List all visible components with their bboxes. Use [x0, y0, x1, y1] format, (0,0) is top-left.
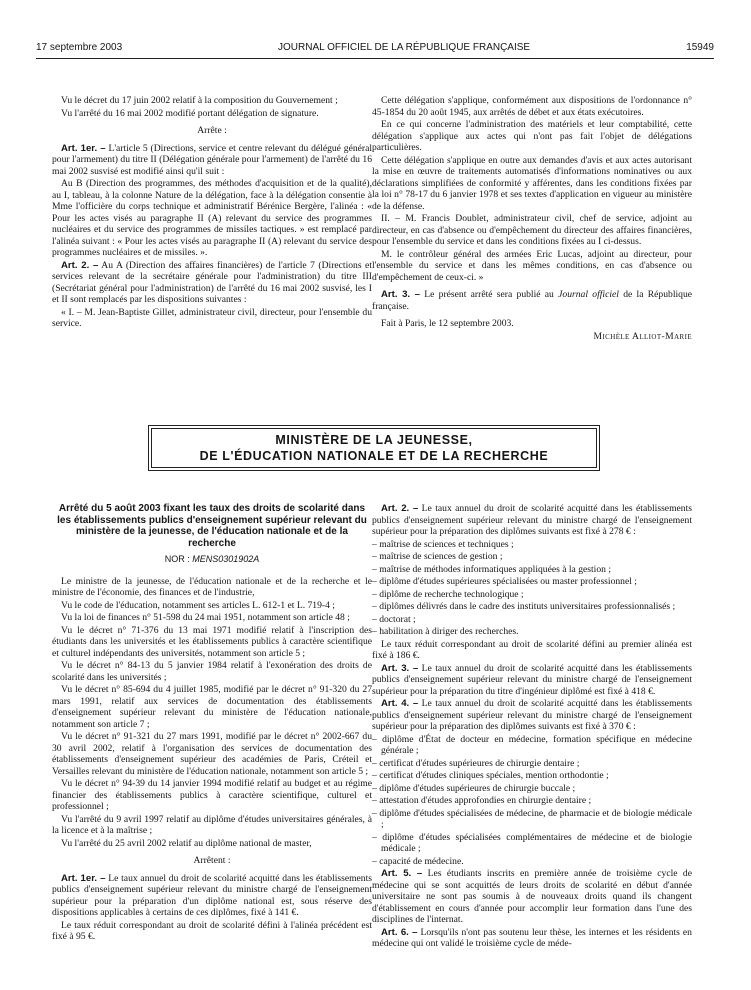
paragraph: M. le contrôleur général des armées Eric Lucas, adjoint au directeur, pour l'ensemble du service et dans les mêmes conditions, en cas d'absence ou d'empêchement de ceux-ci. »	[372, 248, 692, 283]
top-right-column	[372, 95, 692, 343]
paragraph: Vu le décret n° 85-694 du 4 juillet 1985, modifié par le décret n° 91-320 du 27 mars 1991, relatif aux services de documentation des établissements d'enseignement supérieur relevant du ministère de l'éducation nationale, notamment son article 7 ;	[52, 684, 372, 730]
article-2: Art. 2. – Le taux annuel du droit de scolarité acquitté dans les établissements publics d'enseignement supérieur relevant du ministre chargé de l'enseignement supérieur pour la préparation des diplômes suivants est fixé à 278 € :	[372, 503, 692, 537]
paragraph: Vu l'arrêté du 16 mai 2002 modifié portant délégation de signature.	[61, 107, 319, 119]
list-item: – diplômes délivrés dans le cadre des instituts universitaires professionnalisés ;	[372, 601, 676, 612]
bottom-right-column	[372, 503, 692, 951]
paragraph: Vu le décret n° 94-39 du 14 janvier 1994 modifié relatif au budget et au régime financier des établissements publics à caractère scientifique, culturel et professionnel ;	[52, 778, 372, 812]
paragraph: Vu le décret n° 71-376 du 13 mai 1971 modifié relatif à l'inscription des étudiants dans les universités et les établissements publics à caractère scientifique et culturel indépendants des universités, notamment son article 5 ;	[52, 624, 372, 659]
paragraph: Vu l'arrêté du 9 avril 1997 relatif au diplôme d'études universitaires générales, à la licence et à la maîtrise ;	[52, 813, 372, 836]
list-item: – diplôme d'études spécialisées de médecine, de pharmacie et de biologie médicale ;	[372, 807, 692, 830]
top-left-column	[52, 95, 372, 331]
paragraph: Vu l'arrêté du 25 avril 2002 relatif au diplôme national de master,	[61, 837, 312, 849]
article-label: Art. 4. –	[381, 698, 419, 709]
article-label: Art. 3. –	[381, 662, 419, 674]
list-item: – diplôme d'études supérieures de chirurgie buccale ;	[372, 782, 576, 794]
list-item: – capacité de médecine.	[372, 855, 464, 867]
ministry-title-line1: MINISTÈRE DE LA JEUNESSE,	[275, 433, 473, 447]
article-label: Art. 5. –	[381, 868, 423, 879]
list-item: – diplôme d'études spécialisées complémentaires de médecine et de biologie médicale ;	[372, 831, 692, 854]
paragraph: Vu le code de l'éducation, notamment ses articles L. 612-1 et L. 719-4 ;	[61, 599, 335, 611]
list-item: – maîtrise de méthodes informatiques appliquées à la gestion ;	[372, 563, 611, 575]
article-label: Art. 1er. –	[61, 142, 106, 154]
paragraph: Vu le décret n° 91-321 du 27 mars 1991, modifié par le décret n° 2002-667 du 30 avril 2002, relatif à l'organisation des services de documentation des établissements d'enseignement supérieur des académies de Paris, Créteil et Versailles relevant du ministère de l'éducation nationale, notamment son article 5 ;	[52, 731, 372, 777]
header-page-number: 15949	[686, 42, 714, 53]
article-3: Art. 3. – Le taux annuel du droit de scolarité acquitté dans les établissements publics d'enseignement supérieur relevant du ministre chargé de l'enseignement supérieur pour la préparation du titre d'ingénieur diplômé est fixé à 418 €.	[372, 662, 692, 697]
arrete-title: Arrêté du 5 août 2003 fixant les taux des droits de scolarité dans les établissements publics d'enseignement supérieur relevant du ministère de la jeunesse, de l'éducation nationale et de la recherche	[57, 503, 367, 549]
article-1: Art. 1er. – Le taux annuel du droit de scolarité acquitté dans les établissements publics d'enseignement supérieur relevant du ministre chargé de l'enseignement supérieur pour la préparation d'un diplôme national est, sous réserve des dispositions applicables à certains de ces diplômes, fixé à 141 €.	[52, 872, 372, 918]
paragraph: II. – M. Francis Doublet, administrateur civil, chef de service, adjoint au directeur, en cas d'absence ou d'empêchement du directeur des affaires financières, pour l'ensemble du service et dans les conditions fixées au I ci-dessus.	[372, 213, 692, 247]
article-label: Art. 2. –	[61, 259, 99, 271]
paragraph: Le taux réduit correspondant au droit de scolarité défini à l'alinéa précédent est fixé à 95 €.	[52, 919, 372, 942]
paragraph: Le ministre de la jeunesse, de l'éducation nationale et de la recherche et le ministre de l'économie, des finances et de l'industrie,	[52, 575, 372, 598]
article-5: Art. 5. – Les étudiants inscrits en première année de troisième cycle de médecine qui se sont acquittés de leurs droits de scolarité en début d'année universitaire ne sont pas soumis à de nouveaux droits quand ils changent d'établissement en cours d'année pour accomplir leur formation dans l'une des disciplines de l'internat.	[372, 868, 692, 925]
ministry-box	[148, 425, 600, 471]
article-4: Art. 4. – Le taux annuel du droit de scolarité acquitté dans les établissements publics d'enseignement supérieur relevant du ministre chargé de l'enseignement supérieur pour la préparation des diplômes suivants est fixé à 370 € :	[372, 698, 692, 732]
paragraph: Cette délégation s'applique, conformément aux dispositions de l'ordonnance n° 45-1854 du 20 août 1945, aux arrêtés de débet et aux états exécutoires.	[372, 95, 692, 118]
paragraph: Cette délégation s'applique en outre aux demandes d'avis et aux actes autorisant la mise en œuvre de traitements automatisés d'informations nominatives ou aux déclarations simplifiées de conformité y afférentes, dans les conditions fixées par la loi n° 78-17 du 6 janvier 1978 et ses textes d'application en vigueur au ministère de la défense.	[372, 154, 692, 212]
article-label: Art. 3. –	[381, 289, 420, 300]
arretent-heading: Arrêtent :	[193, 855, 231, 866]
paragraph: Au B (Direction des programmes, des méthodes d'acquisition et de la qualité), au I, tableau, à la colonne Nature de la délégation, face à la délégation consentie à Mme l'officière du corps technique et administratif Bérénice Bergère, l'alinéa : « Pour les actes visés au paragraphe II (A) relevant du service des programmes nucléaires et du service des programmes de missiles tactiques. » est remplacé par l'alinéa suivant : « Pour les actes visés au paragraphe II (A) relevant du service des programmes nucléaires et de missiles. ».	[52, 178, 372, 258]
list-item: – maîtrise de sciences de gestion ;	[372, 551, 503, 562]
paragraph: Le taux réduit correspondant au droit de scolarité défini au premier alinéa est fixé à 186 €.	[372, 638, 692, 661]
article-2: Art. 2. – Au A (Direction des affaires financières) de l'article 7 (Directions et services relevant de la secrétaire générale pour l'administration) du titre III (Secrétariat général pour l'administration) de l'arrêté du 16 mai 2002 susvisé, les I et II sont remplacés par les dispositions suivantes :	[52, 259, 372, 305]
list-item: – certificat d'études cliniques spéciales, mention orthodontie ;	[372, 770, 609, 781]
article-6: Art. 6. – Lorsqu'ils n'ont pas soutenu leur thèse, les internes et les résidents en médecine qui ont validé le troisième cycle de méde-	[372, 926, 692, 949]
paragraph: En ce qui concerne l'administration des matériels et leur comptabilité, cette délégation s'applique aux actes qui n'ont pas fait l'objet de délégations particulières.	[372, 119, 692, 153]
article-label: Art. 2. –	[381, 503, 419, 514]
paragraph: Vu la loi de finances n° 51-598 du 24 mai 1951, notamment son article 48 ;	[61, 612, 350, 623]
paragraph: Vu le décret du 17 juin 2002 relatif à la composition du Gouvernement ;	[61, 95, 338, 106]
list-item: – attestation d'études approfondies en chirurgie dentaire ;	[372, 795, 592, 806]
paragraph: « I. – M. Jean-Baptiste Gillet, administrateur civil, directeur, pour l'ensemble du service.	[52, 306, 372, 329]
list-item: – diplôme d'État de docteur en médecine, formation spécifique en médecine générale ;	[372, 733, 692, 756]
article-1: Art. 1er. – L'article 5 (Directions, service et centre relevant du délégué général pour l'armement) du titre II (Délégation générale pour l'armement) de l'arrêté du 16 mai 2002 susvisé est modifié ainsi qu'il suit :	[52, 142, 372, 177]
list-item: – diplôme de recherche technologique ;	[372, 588, 524, 600]
signature-place-date: Fait à Paris, le 12 septembre 2003.	[381, 318, 514, 329]
list-item: – certificat d'études supérieures de chirurgie dentaire ;	[372, 757, 580, 769]
header-journal-title: JOURNAL OFFICIEL DE LA RÉPUBLIQUE FRANÇAISE	[278, 42, 531, 53]
header-date: 17 septembre 2003	[36, 42, 123, 53]
header-rule	[36, 58, 714, 59]
nor-reference: NOR : MENS0301902A	[164, 554, 260, 564]
page-header	[36, 42, 714, 56]
list-item: – maîtrise de sciences et techniques ;	[372, 538, 514, 550]
nor-code: MENS0301902A	[192, 554, 260, 564]
bottom-left-column	[52, 503, 372, 944]
signatory-name: Michèle Alliot-Marie	[593, 330, 692, 342]
article-label: Art. 6. –	[381, 926, 418, 938]
list-item: – doctorat ;	[372, 613, 416, 625]
paragraph: Vu le décret n° 84-13 du 5 janvier 1984 relatif à l'exonération des droits de scolarité dans les universités ;	[52, 660, 372, 683]
article-label: Art. 1er. –	[61, 872, 106, 884]
arrete-heading: Arrête :	[197, 125, 227, 136]
article-3: Art. 3. – Le présent arrêté sera publié au Journal officiel de la République française.	[372, 289, 692, 312]
list-item: – diplôme d'études supérieures spécialisées ou master professionnel ;	[372, 576, 637, 587]
list-item: – habilitation à diriger des recherches.	[372, 626, 519, 637]
ministry-title-line2: DE L'ÉDUCATION NATIONALE ET DE LA RECHERCHE	[199, 449, 549, 463]
